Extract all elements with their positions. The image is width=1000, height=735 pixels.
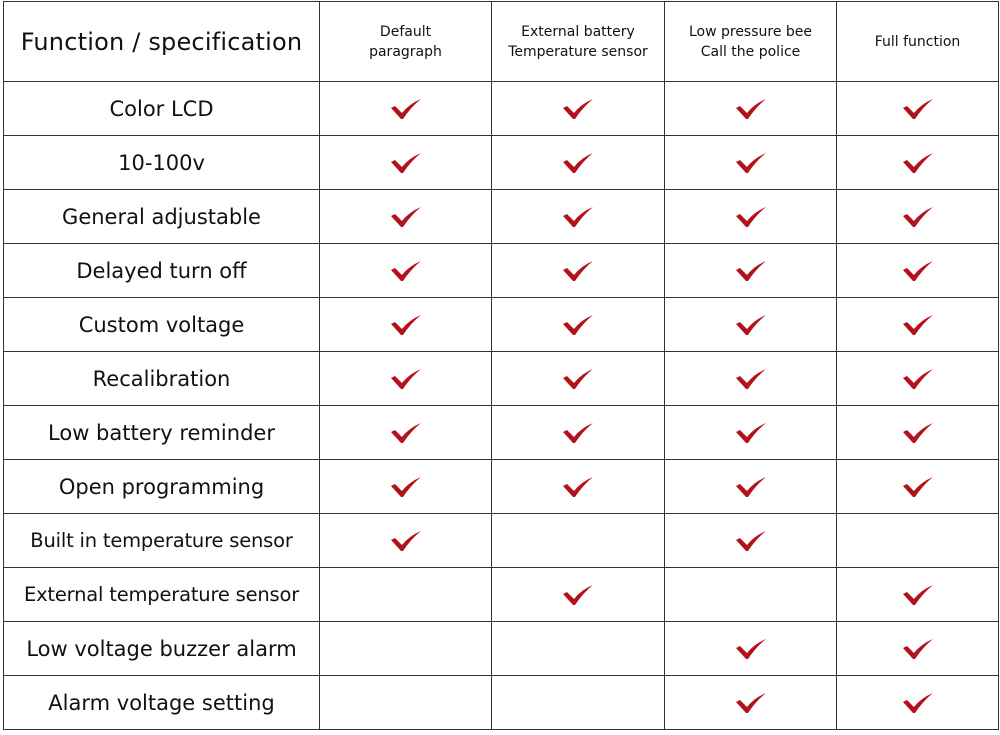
cell-external-battery [492,82,665,136]
table-row [4,244,999,298]
cell-low-pressure [665,676,837,730]
checkmark-icon [902,422,934,444]
cell-full-function [837,676,999,730]
cell-default [320,406,492,460]
cell-default [320,82,492,136]
checkmark-icon [735,476,767,498]
checkmark-icon [735,314,767,336]
checkmark-icon [390,98,422,120]
feature-label: Low battery reminder [4,406,320,460]
cell-low-pressure [665,244,837,298]
cell-full-function [837,514,999,568]
cell-low-pressure [665,352,837,406]
checkmark-icon [562,368,594,390]
header-function-spec: Function / specification [4,2,320,82]
cell-external-battery [492,244,665,298]
feature-label: Low voltage buzzer alarm [4,622,320,676]
feature-label: External temperature sensor [4,568,320,622]
checkmark-icon [735,692,767,714]
cell-full-function [837,460,999,514]
checkmark-icon [390,422,422,444]
feature-label: Recalibration [4,352,320,406]
checkmark-icon [735,530,767,552]
cell-external-battery [492,676,665,730]
header-col-default: Default paragraph [320,2,492,82]
header-row [4,2,999,82]
cell-full-function [837,82,999,136]
header-col-full-function: Full function [837,2,999,82]
checkmark-icon [562,422,594,444]
table-row [4,298,999,352]
cell-low-pressure [665,622,837,676]
cell-full-function [837,136,999,190]
cell-full-function [837,622,999,676]
table-row [4,406,999,460]
checkmark-icon [902,584,934,606]
table-row [4,676,999,730]
checkmark-icon [390,206,422,228]
cell-full-function [837,352,999,406]
cell-default [320,190,492,244]
cell-default [320,460,492,514]
feature-label: 10-100v [4,136,320,190]
feature-label: Built in temperature sensor [4,514,320,568]
table-row [4,352,999,406]
checkmark-icon [735,638,767,660]
cell-external-battery [492,298,665,352]
cell-default [320,244,492,298]
cell-low-pressure [665,568,837,622]
checkmark-icon [735,152,767,174]
cell-external-battery [492,514,665,568]
cell-low-pressure [665,82,837,136]
feature-label: Delayed turn off [4,244,320,298]
table-row [4,568,999,622]
cell-low-pressure [665,460,837,514]
table-row [4,82,999,136]
checkmark-icon [902,98,934,120]
cell-default [320,136,492,190]
cell-full-function [837,298,999,352]
cell-low-pressure [665,298,837,352]
checkmark-icon [902,206,934,228]
cell-low-pressure [665,406,837,460]
cell-low-pressure [665,136,837,190]
checkmark-icon [902,260,934,282]
header-col-external-battery: External battery Temperature sensor [492,2,665,82]
checkmark-icon [902,368,934,390]
checkmark-icon [390,368,422,390]
feature-label: Alarm voltage setting [4,676,320,730]
cell-external-battery [492,136,665,190]
header-col-low-pressure: Low pressure bee Call the police [665,2,837,82]
cell-external-battery [492,190,665,244]
checkmark-icon [902,692,934,714]
checkmark-icon [902,638,934,660]
checkmark-icon [735,260,767,282]
cell-full-function [837,568,999,622]
cell-external-battery [492,460,665,514]
table-row [4,190,999,244]
checkmark-icon [562,476,594,498]
checkmark-icon [562,98,594,120]
cell-external-battery [492,406,665,460]
table-row [4,622,999,676]
cell-external-battery [492,352,665,406]
cell-default [320,676,492,730]
cell-low-pressure [665,514,837,568]
checkmark-icon [902,152,934,174]
checkmark-icon [902,314,934,336]
cell-default [320,622,492,676]
checkmark-icon [562,206,594,228]
checkmark-icon [735,98,767,120]
feature-label: Color LCD [4,82,320,136]
checkmark-icon [735,368,767,390]
table-row [4,136,999,190]
cell-external-battery [492,568,665,622]
table-row [4,460,999,514]
cell-default [320,298,492,352]
checkmark-icon [390,260,422,282]
checkmark-icon [562,260,594,282]
checkmark-icon [562,584,594,606]
cell-full-function [837,406,999,460]
table-body [4,82,999,730]
checkmark-icon [735,422,767,444]
cell-default [320,568,492,622]
cell-external-battery [492,622,665,676]
cell-full-function [837,190,999,244]
checkmark-icon [390,152,422,174]
feature-label: Custom voltage [4,298,320,352]
checkmark-icon [735,206,767,228]
checkmark-icon [562,152,594,174]
feature-label: Open programming [4,460,320,514]
cell-default [320,352,492,406]
checkmark-icon [390,314,422,336]
checkmark-icon [390,530,422,552]
cell-default [320,514,492,568]
cell-low-pressure [665,190,837,244]
checkmark-icon [902,476,934,498]
cell-full-function [837,244,999,298]
checkmark-icon [390,476,422,498]
checkmark-icon [562,314,594,336]
feature-label: General adjustable [4,190,320,244]
feature-comparison-table [3,1,999,730]
table-row [4,514,999,568]
